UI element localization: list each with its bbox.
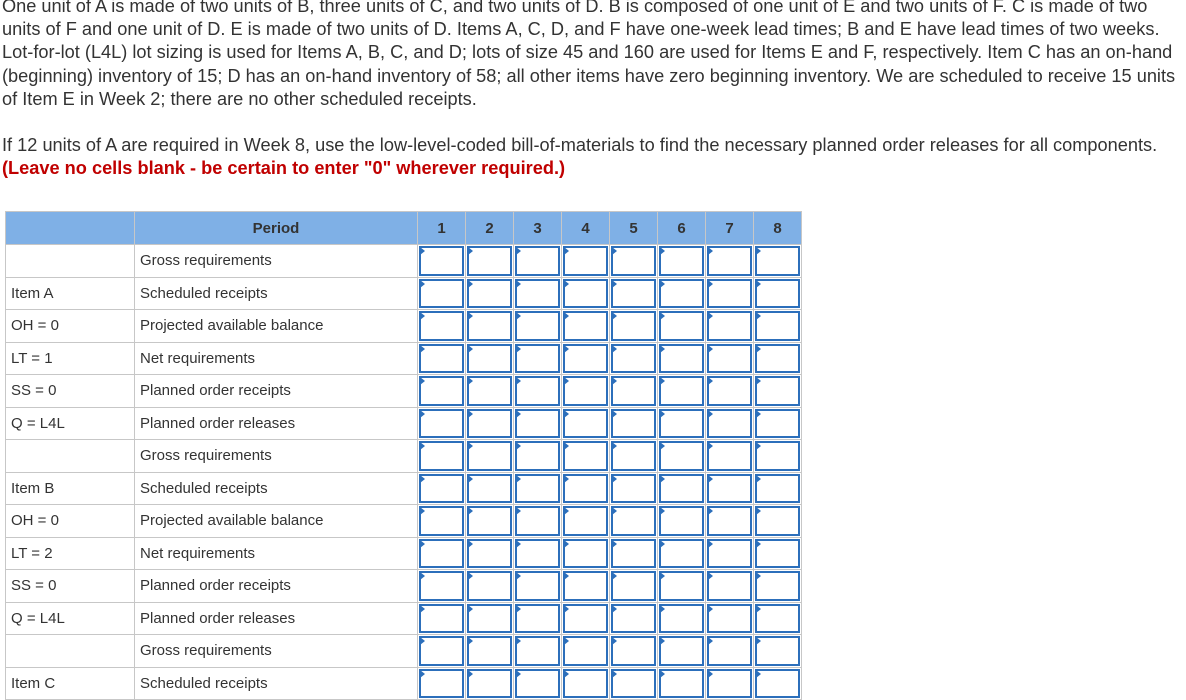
instruction-text: (Leave no cells blank - be certain to enter "0" wherever required.) (2, 158, 566, 179)
input-cell (562, 277, 610, 310)
input-cell (418, 245, 466, 278)
item-info-cell (6, 245, 135, 278)
answer-input[interactable] (467, 246, 512, 276)
answer-input[interactable] (707, 376, 752, 406)
input-cell (754, 472, 802, 505)
question-text: If 12 units of A are required in Week 8, use the low-level-coded bill-of-materials to find the necessary planned order releases for all components. (2, 135, 1158, 155)
answer-input[interactable] (515, 311, 560, 341)
answer-input[interactable] (755, 539, 800, 569)
input-cell (514, 570, 562, 603)
input-cell (562, 342, 610, 375)
input-cell (418, 472, 466, 505)
input-cell (514, 342, 562, 375)
answer-input[interactable] (755, 246, 800, 276)
input-cell (514, 635, 562, 668)
item-info-cell: SS = 0 (6, 570, 135, 603)
answer-input[interactable] (755, 636, 800, 666)
input-cell (418, 440, 466, 473)
answer-input[interactable] (755, 474, 800, 504)
period-4: 4 (562, 212, 610, 245)
answer-input[interactable] (755, 506, 800, 536)
mrp-row (6, 505, 802, 538)
answer-input[interactable] (419, 246, 464, 276)
answer-input[interactable] (755, 669, 800, 699)
input-cell (658, 407, 706, 440)
input-cell (418, 375, 466, 408)
answer-input[interactable] (467, 669, 512, 699)
answer-input[interactable] (419, 604, 464, 634)
answer-input[interactable] (755, 409, 800, 439)
answer-input[interactable] (659, 604, 704, 634)
mrp-row (6, 667, 802, 700)
period-label: Period (135, 212, 418, 245)
answer-input[interactable] (755, 279, 800, 309)
answer-input[interactable] (611, 669, 656, 699)
input-cell (706, 602, 754, 635)
input-cell (562, 505, 610, 538)
answer-input[interactable] (755, 604, 800, 634)
answer-input[interactable] (611, 474, 656, 504)
period-1: 1 (418, 212, 466, 245)
answer-input[interactable] (659, 506, 704, 536)
answer-input[interactable] (707, 669, 752, 699)
input-cell (610, 602, 658, 635)
mrp-row (6, 635, 802, 668)
input-cell (562, 375, 610, 408)
input-cell (658, 277, 706, 310)
item-info-cell: Item A (6, 277, 135, 310)
input-cell (754, 667, 802, 700)
input-cell (562, 537, 610, 570)
row-label-projected-available-balance: Projected available balance (135, 310, 418, 343)
answer-input[interactable] (515, 409, 560, 439)
answer-input[interactable] (467, 474, 512, 504)
period-7: 7 (706, 212, 754, 245)
input-cell (706, 472, 754, 505)
item-info-cell: LT = 1 (6, 342, 135, 375)
answer-input[interactable] (707, 474, 752, 504)
input-cell (418, 342, 466, 375)
answer-input[interactable] (659, 636, 704, 666)
answer-input[interactable] (419, 669, 464, 699)
answer-input[interactable] (611, 246, 656, 276)
item-info-cell (6, 635, 135, 668)
answer-input[interactable] (755, 441, 800, 471)
input-cell (562, 310, 610, 343)
answer-input[interactable] (659, 311, 704, 341)
input-cell (610, 472, 658, 505)
input-cell (562, 245, 610, 278)
answer-input[interactable] (515, 636, 560, 666)
answer-input[interactable] (611, 344, 656, 374)
mrp-row (6, 472, 802, 505)
input-cell (658, 440, 706, 473)
answer-input[interactable] (659, 344, 704, 374)
input-cell (610, 277, 658, 310)
item-info-cell: Q = L4L (6, 602, 135, 635)
input-cell (706, 505, 754, 538)
input-cell (514, 440, 562, 473)
input-cell (754, 537, 802, 570)
answer-input[interactable] (515, 571, 560, 601)
answer-input[interactable] (467, 506, 512, 536)
input-cell (754, 570, 802, 603)
answer-input[interactable] (707, 311, 752, 341)
input-cell (562, 570, 610, 603)
answer-input[interactable] (563, 636, 608, 666)
input-cell (706, 407, 754, 440)
input-cell (514, 277, 562, 310)
input-cell (562, 407, 610, 440)
answer-input[interactable] (467, 311, 512, 341)
input-cell (466, 635, 514, 668)
answer-input[interactable] (563, 441, 608, 471)
answer-input[interactable] (659, 441, 704, 471)
answer-input[interactable] (515, 604, 560, 634)
mrp-row (6, 375, 802, 408)
answer-input[interactable] (563, 669, 608, 699)
answer-input[interactable] (515, 279, 560, 309)
input-cell (658, 570, 706, 603)
answer-input[interactable] (659, 279, 704, 309)
answer-input[interactable] (515, 506, 560, 536)
item-info-cell: SS = 0 (6, 375, 135, 408)
input-cell (514, 602, 562, 635)
input-cell (610, 570, 658, 603)
answer-input[interactable] (563, 474, 608, 504)
answer-input[interactable] (707, 604, 752, 634)
input-cell (658, 375, 706, 408)
input-cell (610, 375, 658, 408)
input-cell (610, 505, 658, 538)
input-cell (658, 245, 706, 278)
input-cell (418, 602, 466, 635)
answer-input[interactable] (467, 376, 512, 406)
answer-input[interactable] (467, 604, 512, 634)
input-cell (610, 635, 658, 668)
row-label-planned-order-releases: Planned order releases (135, 407, 418, 440)
answer-input[interactable] (659, 669, 704, 699)
answer-input[interactable] (515, 344, 560, 374)
answer-input[interactable] (515, 246, 560, 276)
item-info-cell: Item B (6, 472, 135, 505)
input-cell (514, 310, 562, 343)
input-cell (610, 245, 658, 278)
row-label-planned-order-receipts: Planned order receipts (135, 375, 418, 408)
answer-input[interactable] (707, 409, 752, 439)
input-cell (754, 635, 802, 668)
input-cell (706, 667, 754, 700)
input-cell (562, 667, 610, 700)
answer-input[interactable] (707, 246, 752, 276)
answer-input[interactable] (419, 474, 464, 504)
answer-input[interactable] (563, 246, 608, 276)
input-cell (514, 375, 562, 408)
answer-input[interactable] (563, 539, 608, 569)
answer-input[interactable] (611, 311, 656, 341)
header-row (6, 212, 802, 245)
answer-input[interactable] (659, 376, 704, 406)
answer-input[interactable] (707, 539, 752, 569)
input-cell (418, 537, 466, 570)
answer-input[interactable] (707, 636, 752, 666)
answer-input[interactable] (563, 376, 608, 406)
answer-input[interactable] (659, 474, 704, 504)
answer-input[interactable] (467, 344, 512, 374)
input-cell (754, 245, 802, 278)
answer-input[interactable] (467, 571, 512, 601)
period-5: 5 (610, 212, 658, 245)
answer-input[interactable] (563, 571, 608, 601)
period-3: 3 (514, 212, 562, 245)
input-cell (754, 440, 802, 473)
mrp-row (6, 440, 802, 473)
row-label-planned-order-receipts: Planned order receipts (135, 570, 418, 603)
row-label-scheduled-receipts: Scheduled receipts (135, 667, 418, 700)
input-cell (610, 407, 658, 440)
mrp-row (6, 277, 802, 310)
input-cell (514, 245, 562, 278)
answer-input[interactable] (419, 571, 464, 601)
answer-input[interactable] (611, 636, 656, 666)
answer-input[interactable] (467, 636, 512, 666)
input-cell (706, 277, 754, 310)
input-cell (466, 570, 514, 603)
answer-input[interactable] (611, 571, 656, 601)
input-cell (418, 310, 466, 343)
input-cell (466, 342, 514, 375)
answer-input[interactable] (611, 604, 656, 634)
input-cell (514, 407, 562, 440)
input-cell (418, 635, 466, 668)
item-info-cell: LT = 2 (6, 537, 135, 570)
input-cell (754, 277, 802, 310)
row-label-scheduled-receipts: Scheduled receipts (135, 472, 418, 505)
mrp-row (6, 570, 802, 603)
answer-input[interactable] (659, 246, 704, 276)
answer-input[interactable] (563, 409, 608, 439)
input-cell (514, 472, 562, 505)
answer-input[interactable] (755, 311, 800, 341)
mrp-row (6, 310, 802, 343)
input-cell (418, 570, 466, 603)
answer-input[interactable] (419, 344, 464, 374)
answer-input[interactable] (419, 376, 464, 406)
answer-input[interactable] (563, 311, 608, 341)
answer-input[interactable] (563, 604, 608, 634)
input-cell (658, 472, 706, 505)
item-info-cell: OH = 0 (6, 310, 135, 343)
header-blank (6, 212, 135, 245)
period-2: 2 (466, 212, 514, 245)
input-cell (466, 602, 514, 635)
item-info-cell: OH = 0 (6, 505, 135, 538)
answer-input[interactable] (419, 409, 464, 439)
input-cell (658, 505, 706, 538)
answer-input[interactable] (419, 506, 464, 536)
row-label-net-requirements: Net requirements (135, 537, 418, 570)
input-cell (610, 440, 658, 473)
row-label-gross-requirements: Gross requirements (135, 635, 418, 668)
answer-input[interactable] (419, 311, 464, 341)
answer-input[interactable] (707, 506, 752, 536)
input-cell (610, 310, 658, 343)
input-cell (418, 505, 466, 538)
answer-input[interactable] (659, 539, 704, 569)
answer-input[interactable] (419, 441, 464, 471)
input-cell (514, 505, 562, 538)
input-cell (754, 375, 802, 408)
input-cell (658, 310, 706, 343)
answer-input[interactable] (611, 279, 656, 309)
input-cell (658, 342, 706, 375)
answer-input[interactable] (659, 571, 704, 601)
row-label-gross-requirements: Gross requirements (135, 245, 418, 278)
answer-input[interactable] (707, 571, 752, 601)
answer-input[interactable] (419, 539, 464, 569)
input-cell (706, 310, 754, 343)
answer-input[interactable] (467, 279, 512, 309)
row-label-scheduled-receipts: Scheduled receipts (135, 277, 418, 310)
input-cell (418, 667, 466, 700)
answer-input[interactable] (515, 376, 560, 406)
row-label-net-requirements: Net requirements (135, 342, 418, 375)
row-label-projected-available-balance: Projected available balance (135, 505, 418, 538)
answer-input[interactable] (611, 409, 656, 439)
item-info-cell: Item C (6, 667, 135, 700)
input-cell (514, 667, 562, 700)
answer-input[interactable] (707, 344, 752, 374)
answer-input[interactable] (515, 441, 560, 471)
mrp-row (6, 342, 802, 375)
period-6: 6 (658, 212, 706, 245)
input-cell (562, 635, 610, 668)
mrp-row (6, 537, 802, 570)
answer-input[interactable] (611, 506, 656, 536)
input-cell (706, 570, 754, 603)
answer-input[interactable] (515, 669, 560, 699)
input-cell (754, 602, 802, 635)
input-cell (418, 407, 466, 440)
answer-input[interactable] (467, 409, 512, 439)
answer-input[interactable] (707, 441, 752, 471)
problem-statement: One unit of A is made of two units of B, three units of C, and two units of D. B is composed of one unit of E and two units of F. C is made of two units of F and one unit of D. E is made of two units of D. Items A, C, D, and F have one-week lead times; B and E have lead times of two weeks. Lot-for-lot (L4L) lot sizing is used for Items A, B, C, and D; lots of size 45 and 160 are used for Items E and F, respectively. Item C has an on-hand (beginning) inventory of 15; D has an on-hand inventory of 58; all other items have zero beginning inventory. We are scheduled to receive 15 units of Item E in Week 2; there are no other scheduled receipts. (2, 0, 1176, 109)
answer-input[interactable] (467, 441, 512, 471)
input-cell (466, 505, 514, 538)
input-cell (706, 440, 754, 473)
mrp-table (5, 211, 802, 700)
input-cell (706, 342, 754, 375)
input-cell (466, 407, 514, 440)
mrp-row (6, 407, 802, 440)
input-cell (610, 342, 658, 375)
row-label-planned-order-releases: Planned order releases (135, 602, 418, 635)
answer-input[interactable] (419, 279, 464, 309)
answer-input[interactable] (467, 539, 512, 569)
input-cell (562, 472, 610, 505)
input-cell (466, 537, 514, 570)
input-cell (466, 472, 514, 505)
input-cell (754, 310, 802, 343)
input-cell (610, 537, 658, 570)
item-info-cell (6, 440, 135, 473)
answer-input[interactable] (563, 344, 608, 374)
answer-input[interactable] (611, 441, 656, 471)
answer-input[interactable] (707, 279, 752, 309)
input-cell (658, 537, 706, 570)
row-label-gross-requirements: Gross requirements (135, 440, 418, 473)
input-cell (562, 602, 610, 635)
input-cell (610, 667, 658, 700)
input-cell (514, 537, 562, 570)
input-cell (706, 375, 754, 408)
answer-input[interactable] (563, 279, 608, 309)
input-cell (466, 245, 514, 278)
answer-input[interactable] (611, 539, 656, 569)
input-cell (754, 342, 802, 375)
period-8: 8 (754, 212, 802, 245)
input-cell (466, 440, 514, 473)
answer-input[interactable] (563, 506, 608, 536)
input-cell (754, 407, 802, 440)
input-cell (466, 277, 514, 310)
answer-input[interactable] (611, 376, 656, 406)
mrp-row (6, 245, 802, 278)
input-cell (754, 505, 802, 538)
input-cell (706, 635, 754, 668)
answer-input[interactable] (659, 409, 704, 439)
input-cell (466, 310, 514, 343)
input-cell (562, 440, 610, 473)
input-cell (706, 245, 754, 278)
item-info-cell: Q = L4L (6, 407, 135, 440)
problem-question (2, 134, 1182, 180)
answer-input[interactable] (755, 344, 800, 374)
input-cell (658, 602, 706, 635)
input-cell (658, 667, 706, 700)
answer-input[interactable] (515, 474, 560, 504)
input-cell (418, 277, 466, 310)
input-cell (658, 635, 706, 668)
input-cell (466, 375, 514, 408)
answer-input[interactable] (515, 539, 560, 569)
input-cell (466, 667, 514, 700)
answer-input[interactable] (755, 376, 800, 406)
input-cell (706, 537, 754, 570)
answer-input[interactable] (419, 636, 464, 666)
answer-input[interactable] (755, 571, 800, 601)
mrp-row (6, 602, 802, 635)
